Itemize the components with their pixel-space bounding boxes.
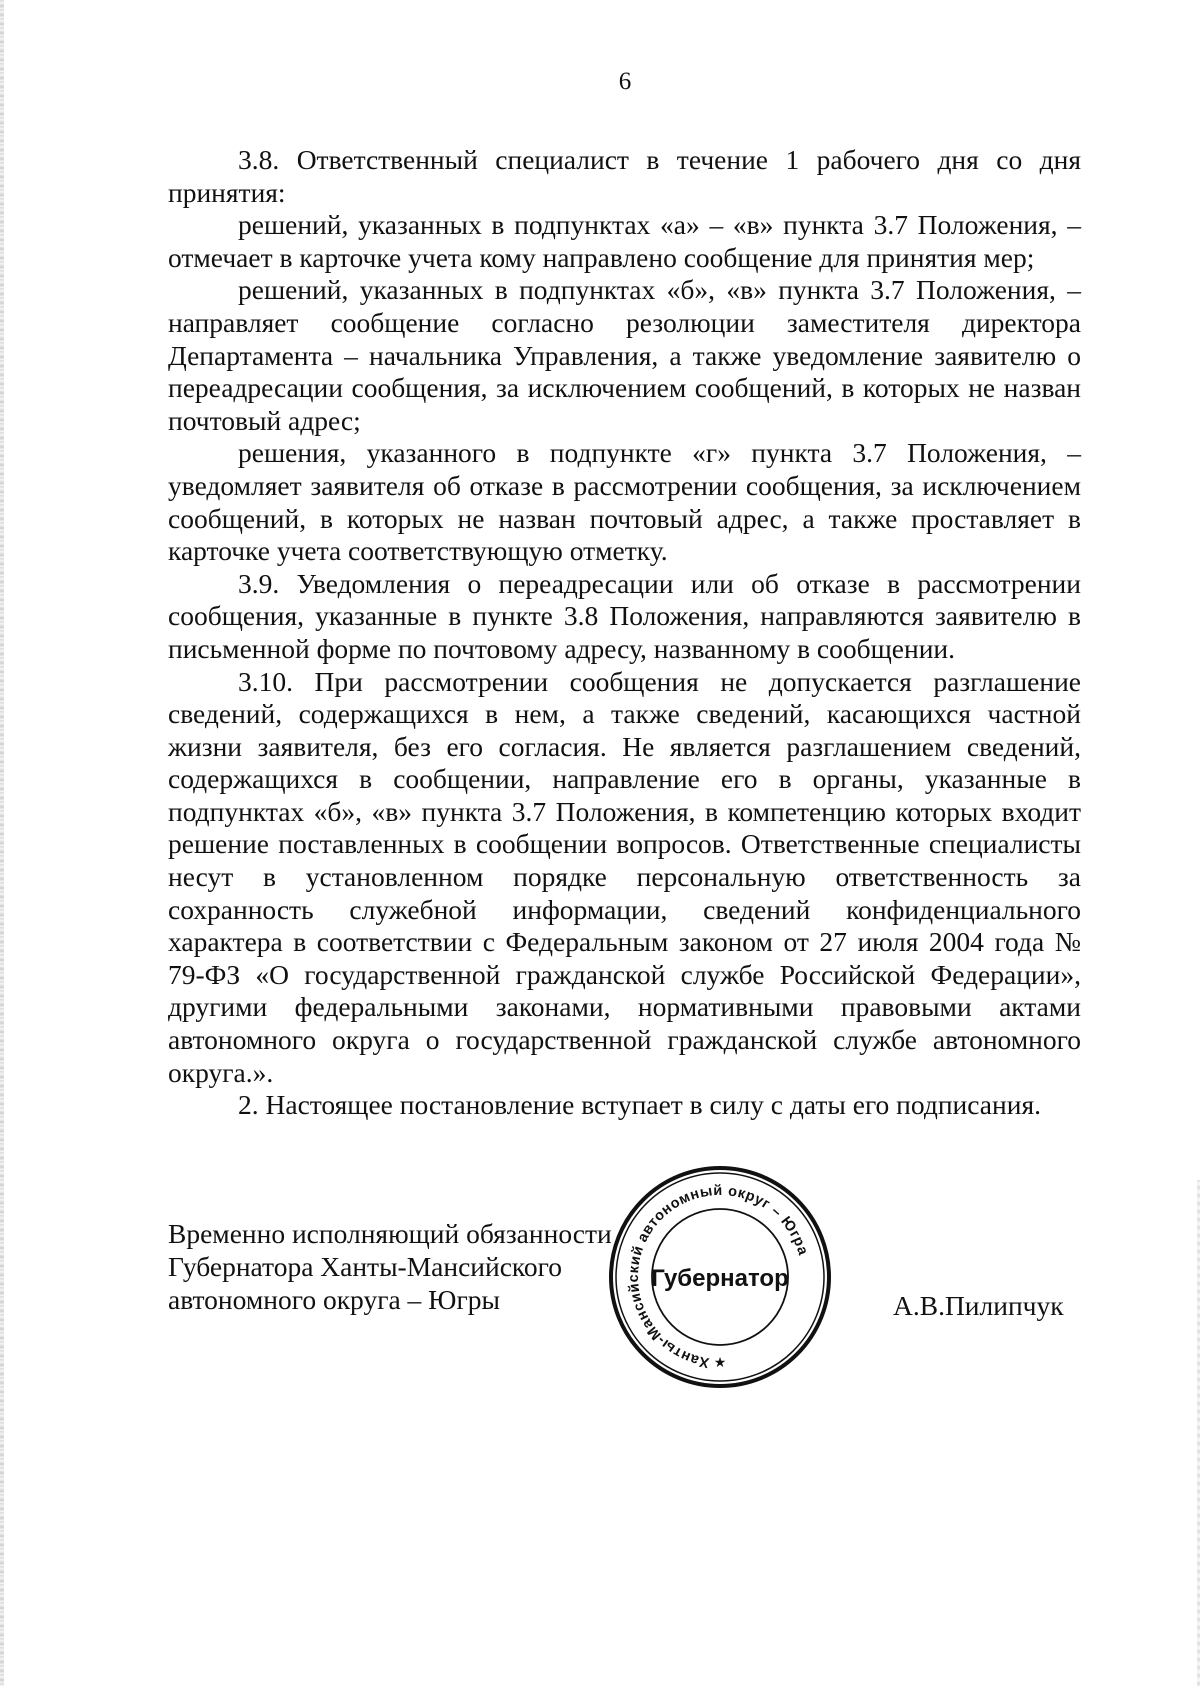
seal-ring-text: Ханты-Мансийский автономный округ – Югра [625,1182,811,1371]
signature-title [168,1217,612,1316]
signature-title-line: автономного округа – Югры [168,1284,500,1315]
paragraph-decision-g: решения, указанного в подпункте «г» пункта 3.7 Положения, – уведомляет заявителя об отказе в рассмотрении сообщения, за исключением сообщений, в которых не назван почтовый адрес, а также проставляет в карточке учета соответствующую отметку. [168,437,1081,567]
signature-title-line: Губернатора Ханты-Мансийского [168,1251,562,1282]
seal-center-text: Губернатор [651,1265,789,1292]
signature-title-line: Временно исполняющий обязанности [168,1218,612,1249]
page-number: 6 [618,68,632,95]
paragraph-decisions-b-v: решений, указанных в подпунктах «б», «в» пункта 3.7 Положения, – направляет сообщение согласно резолюции заместителя директора Департамента – начальника Управления, а также уведомление заявителю о переадресации сообщения, за исключением сообщений, в которых не назван почтовый адрес; [168,274,1081,436]
paragraph-decisions-a-v: решений, указанных в подпунктах «а» – «в» пункта 3.7 Положения, – отмечает в карточке учета кому направлено сообщение для принятия мер; [168,209,1081,273]
paragraph-3-10: 3.10. При рассмотрении сообщения не допускается разглашение сведений, содержащихся в нем, а также сведений, касающихся частной жизни заявителя, без его согласия. Не является разглашением сведений, содержащихся в сообщении, направление его в органы, указанные в подпунктах «б», «в» пункта 3.7 Положения, в компетенцию которых входит решение поставленных в сообщении вопросов. Ответственные специалисты несут в установленном порядке персональную ответственность за сохранность служебной информации, сведений конфиденциального характера в соответствии с Федеральным законом от 27 июля 2004 года № 79-ФЗ «О государственной гражданской службе Российской Федерации», другими федеральными законами, нормативными правовыми актами автономного округа о государственной гражданской службе автономного округа.». [168,665,1081,1088]
paragraph-3-9: 3.9. Уведомления о переадресации или об отказе в рассмотрении сообщения, указанные в пункте 3.8 Положения, направляются заявителю в письменной форме по почтовому адресу, названному в сообщении. [168,567,1081,664]
paragraph-2-effective-date: 2. Настоящее постановление вступает в силу с даты его подписания. [238,1089,1041,1121]
document-body [168,144,1081,1122]
seal-star: ★ [713,1355,727,1371]
signer-name: А.В.Пилипчук [893,1290,1064,1321]
paragraph-3-8: 3.8. Ответственный специалист в течение 1 рабочего дня со дня принятия: [168,144,1081,208]
governor-seal-stamp [607,1164,833,1390]
scan-edge-left [0,0,4,1686]
